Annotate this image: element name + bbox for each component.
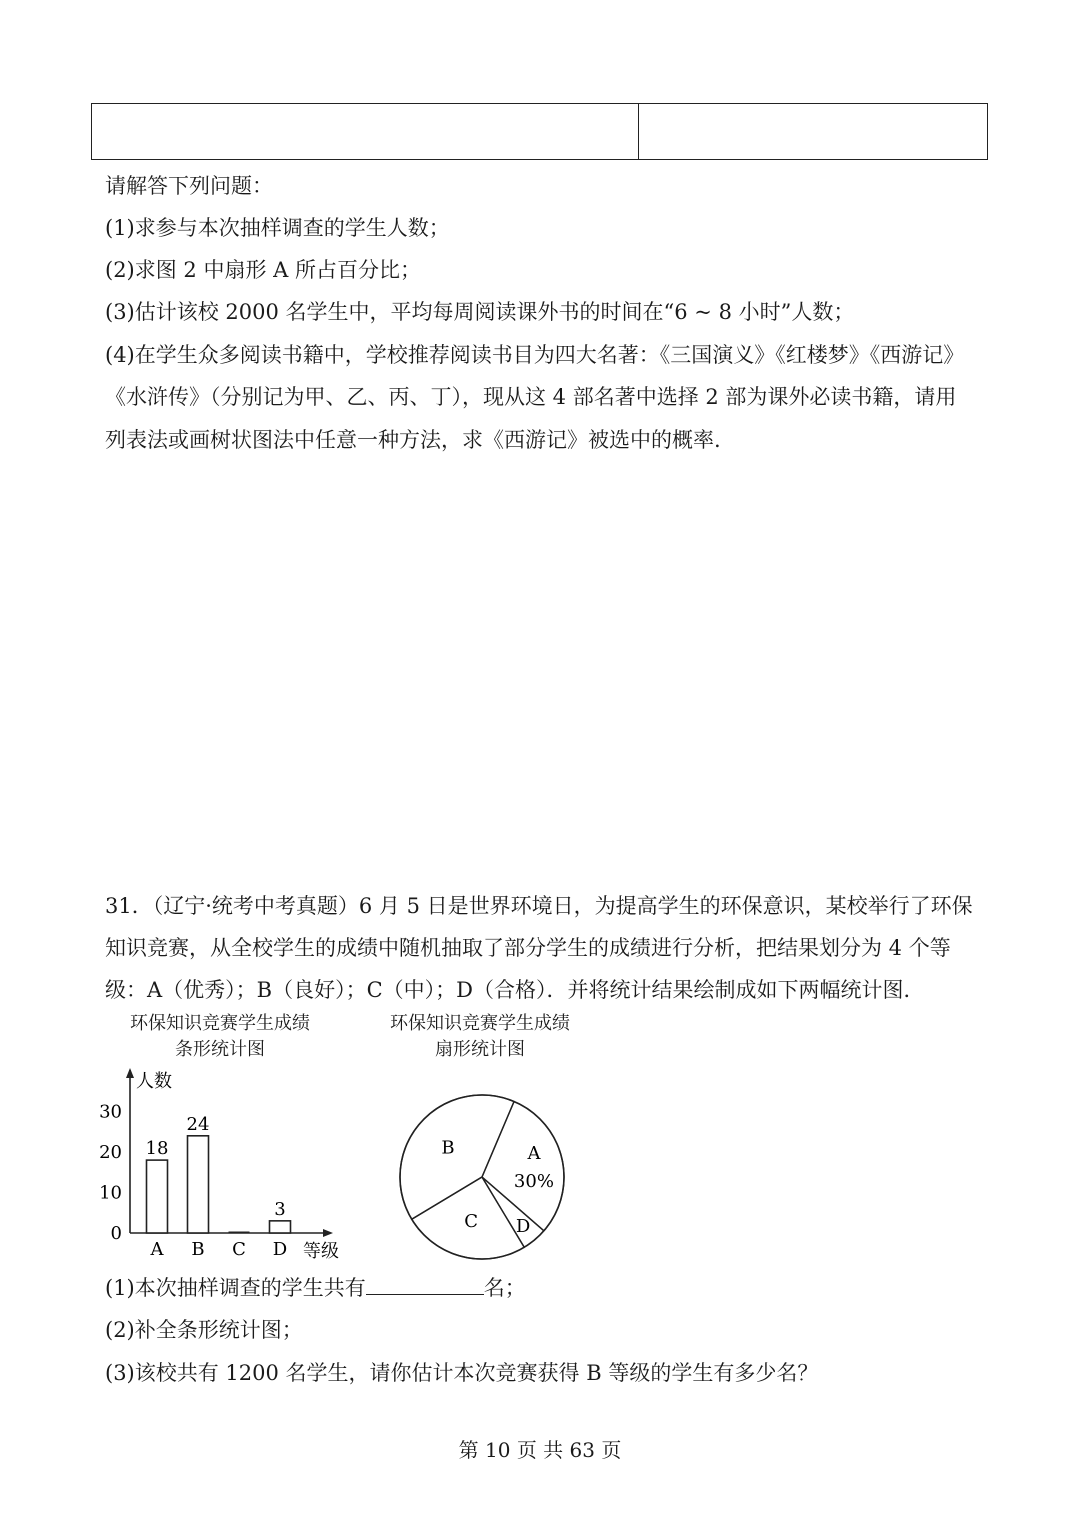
pie-chart-title-1: 环保知识竞赛学生成绩 — [390, 1013, 570, 1034]
q30-item-2: (2)求图 2 中扇形 A 所占百分比； — [105, 258, 421, 282]
q30-item-1: (1)求参与本次抽样调查的学生人数； — [105, 216, 450, 240]
q31-sub-3: (3)该校共有 1200 名学生，请你估计本次竞赛获得 B 等级的学生有多少名？ — [105, 1361, 819, 1385]
bar-chart-title-1: 环保知识竞赛学生成绩 — [130, 1013, 310, 1034]
q31-sub-1-unit: 名； — [483, 1276, 526, 1300]
x-axis-arrow — [323, 1229, 333, 1237]
bar — [188, 1136, 209, 1233]
q31-sub-2: (2)补全条形统计图； — [105, 1318, 303, 1342]
x-tick-label: D — [272, 1239, 288, 1260]
answer-table — [91, 103, 988, 160]
y-tick-label: 20 — [99, 1142, 122, 1163]
x-tick-label: A — [150, 1239, 164, 1260]
y-tick-label: 0 — [110, 1223, 122, 1244]
bar-chart-title-2: 条形统计图 — [175, 1039, 265, 1060]
q30-item-4-cont2: 列表法或画树状图法中任意一种方法，求《西游记》被选中的概率. — [105, 428, 721, 452]
bar — [270, 1221, 291, 1233]
x-axis-label: 等级 — [303, 1241, 339, 1262]
bar-chart — [95, 1062, 355, 1267]
answer-blank[interactable] — [366, 1274, 484, 1295]
bar-data-label: 24 — [186, 1113, 210, 1135]
x-tick-label: B — [191, 1239, 205, 1260]
q30-item-3: (3)估计该校 2000 名学生中，平均每周阅读课外书的时间在“6 ~ 8 小时”人数； — [105, 300, 855, 324]
bar-data-label: 18 — [145, 1138, 169, 1160]
y-axis-arrow — [126, 1068, 134, 1078]
table-divider — [638, 104, 639, 159]
y-axis-label: 人数 — [136, 1071, 172, 1092]
q31-sub-1 — [105, 1274, 526, 1302]
q31-sub-1-text: (1)本次抽样调查的学生共有 — [105, 1276, 366, 1300]
x-tick-label: C — [232, 1239, 246, 1260]
pie-slice-label: A — [527, 1142, 541, 1164]
instructions: 请解答下列问题： — [105, 174, 273, 198]
pie-chart — [390, 1090, 575, 1270]
pie-slice-label: B — [441, 1137, 455, 1159]
bar-data-label: 3 — [274, 1198, 286, 1220]
q30-item-4: (4)在学生众多阅读书籍中，学校推荐阅读书目为四大名著：《三国演义》《红楼梦》《西游记》 — [105, 343, 965, 367]
pie-slice-label: D — [515, 1215, 531, 1237]
pie-slice-percent: 30% — [513, 1170, 554, 1192]
q30-item-4-cont: 《水浒传》（分别记为甲、乙、丙、丁），现从这 4 部名著中选择 2 部为课外必读书籍，请用 — [105, 385, 957, 409]
q31-line-2: 知识竞赛，从全校学生的成绩中随机抽取了部分学生的成绩进行分析，把结果划分为 4 个等 — [105, 936, 951, 960]
y-tick-label: 30 — [99, 1101, 122, 1123]
pie-chart-title-2: 扇形统计图 — [435, 1039, 525, 1060]
pie-slice-label: C — [464, 1210, 478, 1232]
q31-line-1: 31．（辽宁·统考中考真题）6 月 5 日是世界环境日，为提高学生的环保意识，某校举行了环保 — [105, 894, 973, 918]
page-footer: 第 10 页 共 63 页 — [458, 1438, 622, 1462]
q31-line-3: 级：A（优秀）；B（良好）；C（中）；D（合格）．并将统计结果绘制成如下两幅统计图． — [105, 978, 925, 1002]
y-tick-label: 10 — [99, 1182, 122, 1204]
bar — [147, 1160, 168, 1233]
